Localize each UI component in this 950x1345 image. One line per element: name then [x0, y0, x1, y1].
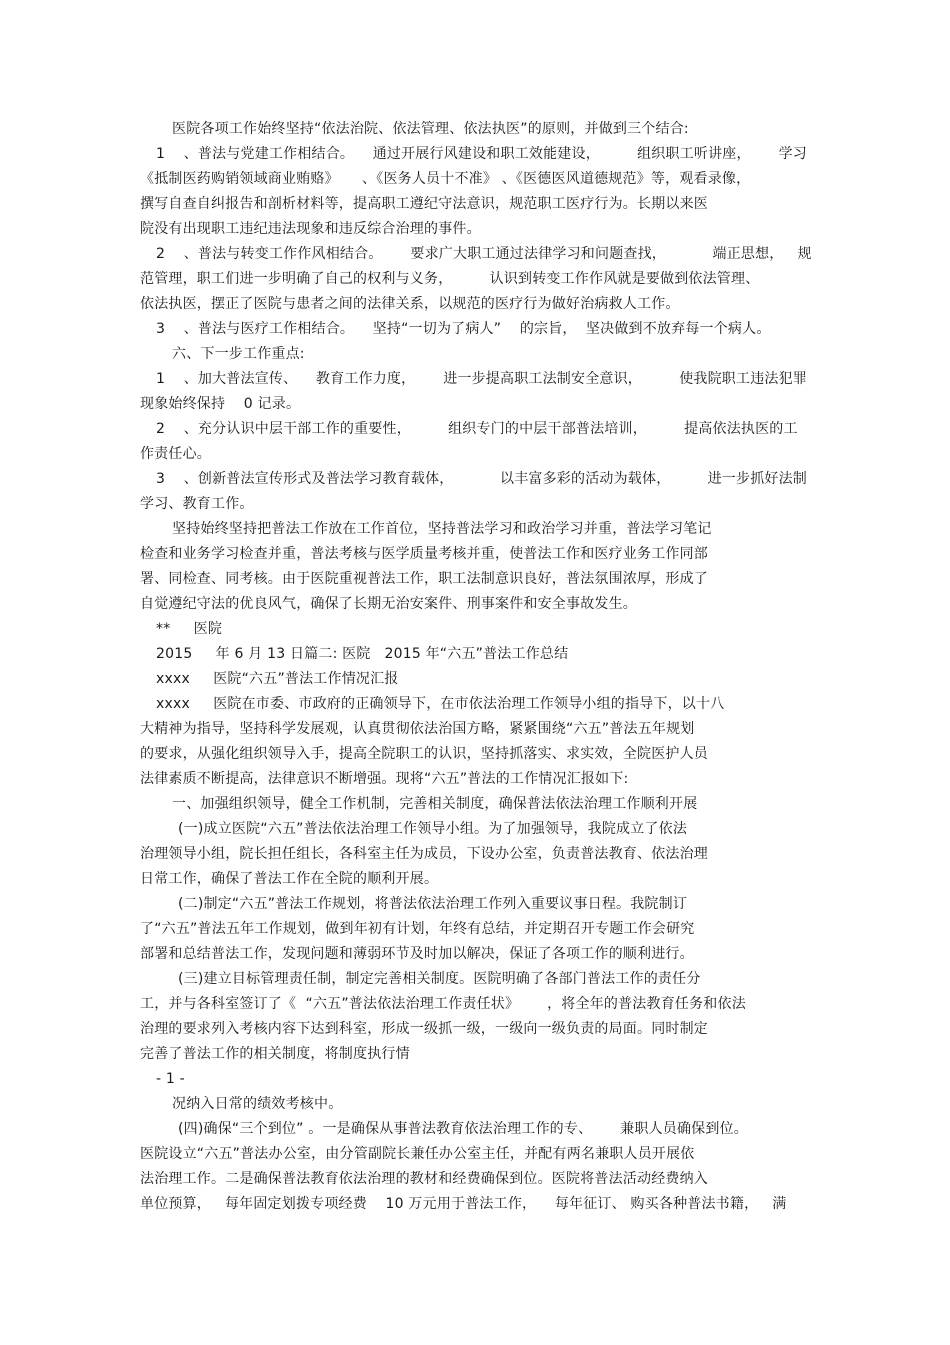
text-line: 检查和业务学习检查并重，普法考核与医学质量考核并重，使普法工作和医疗业务工作同部 [140, 546, 708, 562]
text-line: 部署和总结普法工作，发现问题和薄弱环节及时加以解决，保证了各项工作的顺利进行。 [140, 946, 694, 962]
text-line: 治理的要求列入考核内容下达到科室，形成一级抓一级，一级向一级负责的局面。同时制定 [140, 1021, 708, 1037]
text-line: 署、同检查、同考核。由于医院重视普法工作，职工法制意识良好，普法氛围浓厚，形成了 [140, 571, 708, 587]
text-line: 医院各项工作始终坚持“依法治院、依法管理、依法执医”的原则，并做到三个结合: [172, 121, 689, 137]
text-line: 大精神为指导，坚持科学发展观，认真贯彻依法治国方略，紧紧围绕“六五”普法五年规划 [140, 721, 695, 737]
text-line: 1 、普法与党建工作相结合。 通过开展行风建设和职工效能建设， 组织职工听讲座， 学习 [156, 146, 808, 162]
text-line: 范管理，职工们进一步明确了自己的权利与义务， 认识到转变工作作风就是要做到依法管理、 [140, 271, 760, 287]
text-line: 工，并与各科室签订了《 “六五”普法依法治理工作责任状》 ，将全年的普法教育任务和依法 [140, 996, 746, 1012]
text-line: 自觉遵纪守法的优良风气，确保了长期无治安案件、刑事案件和安全事故发生。 [140, 596, 637, 612]
text-line: 院没有出现职工违纪违法现象和违反综合治理的事件。 [140, 221, 481, 237]
text-line: 坚持始终坚持把普法工作放在工作首位，坚持普法学习和政治学习并重，普法学习笔记 [172, 521, 712, 537]
text-line: 完善了普法工作的相关制度，将制度执行情 [140, 1046, 410, 1062]
text-line: 法律素质不断提高，法律意识不断增强。现将“六五”普法的工作情况汇报如下: [140, 771, 629, 787]
text-line: 了“六五”普法五年工作规划，做到年初有计划，年终有总结，并定期召开专题工作会研究 [140, 921, 695, 937]
text-line: 作责任心。 [140, 446, 211, 462]
section-heading: 六、下一步工作重点: [172, 346, 305, 362]
text-line: 的要求，从强化组织领导入手，提高全院职工的认识，坚持抓落实、求实效，全院医护人员 [140, 746, 708, 762]
text-line: 学习、教育工作。 [140, 496, 254, 512]
text-line: xxxx 医院在市委、市政府的正确领导下，在市依法治理工作领导小组的指导下，以十八 [156, 696, 725, 712]
text-line: 治理领导小组，院长担任组长，各科室主任为成员，下设办公室，负责普法教育、依法治理 [140, 846, 708, 862]
text-line: (一)成立医院“六五”普法依法治理工作领导小组。为了加强领导，我院成立了依法 [178, 821, 688, 837]
text-line: 2015 年 6 月 13 日篇二: 医院 2015 年“六五”普法工作总结 [156, 646, 569, 662]
text-line: xxxx 医院“六五”普法工作情况汇报 [156, 671, 399, 687]
text-line: 《抵制医药购销领域商业贿赂》 、《医务人员十不准》 、《医德医风道德规范》等，观看录像， [140, 171, 751, 187]
page-number: - 1 - [156, 1071, 185, 1087]
text-line: 况纳入日常的绩效考核中。 [172, 1096, 343, 1112]
text-line: 1 、加大普法宣传、 教育工作力度， 进一步提高职工法制安全意识， 使我院职工违法犯罪 [156, 371, 808, 387]
text-line: 单位预算， 每年固定划拨专项经费 10 万元用于普法工作， 每年征订、 购买各种普法书籍， 满 [140, 1196, 787, 1212]
text-line: 法治理工作。二是确保普法教育依法治理的教材和经费确保到位。医院将普法活动经费纳入 [140, 1171, 708, 1187]
text-line: 2 、普法与转变工作作风相结合。 要求广大职工通过法律学习和问题查找， 端正思想， 规 [156, 246, 812, 262]
text-line: 医院设立“六五”普法办公室，由分管副院长兼任办公室主任，并配有两名兼职人员开展依 [140, 1146, 695, 1162]
text-line: 依法执医，摆正了医院与患者之间的法律关系，以规范的医疗行为做好治病救人工作。 [140, 296, 680, 312]
text-line: (三)建立目标管理责任制，制定完善相关制度。医院明确了各部门普法工作的责任分 [178, 971, 701, 987]
text-line: (二)制定“六五”普法工作规划，将普法依法治理工作列入重要议事日程。我院制订 [178, 896, 688, 912]
text-line: 3 、创新普法宣传形式及普法学习教育载体， 以丰富多彩的活动为载体， 进一步抓好法制 [156, 471, 808, 487]
section-heading: 一、加强组织领导，健全工作机制，完善相关制度，确保普法依法治理工作顺利开展 [172, 796, 698, 812]
text-line: (四)确保“三个到位” 。一是确保从事普法教育依法治理工作的专、 兼职人员确保到位。 [178, 1121, 748, 1137]
text-line: ** 医院 [156, 621, 223, 637]
text-line: 现象始终保持 0 记录。 [140, 396, 301, 412]
text-line: 撰写自查自纠报告和剖析材料等，提高职工遵纪守法意识，规范职工医疗行为。长期以来医 [140, 196, 708, 212]
text-line: 3 、普法与医疗工作相结合。 坚持“一切为了病人” 的宗旨， 坚决做到不放弃每一个病人。 [156, 321, 771, 337]
text-line: 日常工作，确保了普法工作在全院的顺利开展。 [140, 871, 439, 887]
text-line: 2 、充分认识中层干部工作的重要性， 组织专门的中层干部普法培训， 提高依法执医的工 [156, 421, 798, 437]
